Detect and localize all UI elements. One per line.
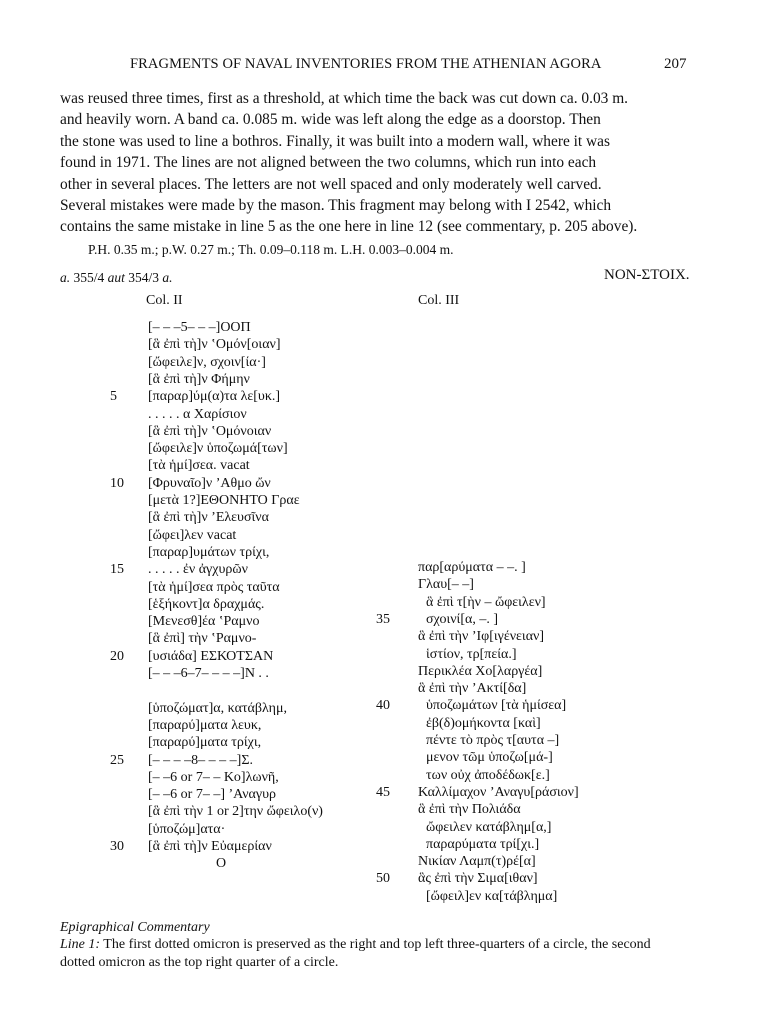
col-ii-line: [– – –5– – –]ΟΟΠ [148, 320, 251, 335]
col-iii-line: ἃ ἐπὶ τὴν ʼΙφ[ιγένειαν] [418, 629, 545, 645]
intro-line: was reused three times, first as a threshold, at which time the back was cut down ca. 0.03 m. [60, 90, 629, 107]
col-iii-line: Περικλέα Χο[λαργέα] [418, 663, 543, 679]
col-iii-line-number: 45 [376, 784, 390, 800]
col-iii-heading: Col. III [418, 293, 460, 308]
col-ii-line: [– – –6–7– – – –]Ν . . [148, 666, 269, 681]
col-iii-line: Γλαυ[– –] [418, 577, 474, 593]
col-ii-line: [ἃ ἐπὶ τὴν 1 or 2]την ὤφειλο(ν) [148, 804, 323, 820]
col-ii-line: [ὤφειλε]ν ὑποζωμά[των] [148, 441, 288, 457]
col-iii-line: ὑποζωμάτων [τὰ ἡμίσεα] [426, 698, 567, 714]
col-ii-line: Ο [216, 856, 227, 872]
col-iii-line: [ὤφειλ]εν κα[τάβλημα] [426, 888, 558, 904]
dimensions-line: P.H. 0.35 m.; p.W. 0.27 m.; Th. 0.09–0.118 m. L.H. 0.003–0.004 m. [88, 242, 454, 257]
epigraphical-commentary-body [60, 936, 710, 972]
col-iii-line: ἃ ἐπὶ τ[ὴν – ὤφειλεν] [426, 594, 546, 610]
intro-line: the stone was used to line a bothros. Finally, it was built into a modern wall, where it was [60, 132, 610, 150]
col-ii-line-number: 20 [110, 648, 124, 664]
col-iii-line: ἐβ(δ)ομήκοντα [καὶ] [426, 715, 541, 731]
intro-line: contains the same mistake in line 5 as the one here in line 12 (see commentary, p. 205 above). [60, 218, 638, 236]
col-ii-line: [– –6 or 7– –] ʼΑναγυρ [148, 787, 276, 803]
col-ii-line: [τὰ ἡμί]σεα πρὸς ταῦτα [148, 579, 280, 595]
col-ii-line: [– –6 or 7– – Κο]λωνῆ, [148, 769, 279, 785]
intro-paragraph [60, 88, 700, 238]
col-ii-line: [μετὰ 1?]ΕΘΟΝΗΤΟ Γραε [148, 493, 300, 508]
col-ii-line: [ἃ ἐπὶ τὴ]ν Φήμην [148, 371, 250, 387]
col-iii-line: σχοινί[α, –. ] [426, 611, 498, 627]
commentary-text: The first dotted omicron is preserved as the right and top left three-quarters of a circle, the second [100, 937, 651, 952]
col-ii-line: [ἃ ἐπὶ τὴ]ν ʼΕλευσῖνα [148, 510, 269, 526]
col-ii-line: [παραρ]υμάτων τρίχι, [148, 544, 270, 560]
running-header: FRAGMENTS OF NAVAL INVENTORIES FROM THE ATHENIAN AGORA [130, 56, 602, 72]
col-iii-line: ἱστίον, τρ[πεία.] [426, 646, 517, 662]
intro-line: found in 1971. The lines are not aligned between the two columns, which run into each [60, 154, 597, 172]
col-iii-line: ἃ ἐπὶ τὴν ʼΑκτί[δα] [418, 681, 527, 697]
col-ii-line-number: 15 [110, 562, 124, 578]
col-iii-line: Καλλίμαχον ʼΑναγυ[ράσιον] [418, 784, 579, 800]
intro-line: other in several places. The letters are not well spaced and only moderately well carved. [60, 175, 602, 193]
date-range: 355/4 [70, 270, 108, 285]
col-iii-line: πέντε τὸ πρὸς τ[αυτα –] [426, 733, 560, 748]
commentary-line-2: dotted omicron as the top right quarter of a circle. [60, 955, 339, 970]
intro-line: and heavily worn. A band ca. 0.085 m. wide was left along the edge as a doorstop. Then [60, 111, 601, 129]
non-stoichedon-label: NON-ΣΤΟΙΧ. [604, 267, 690, 283]
col-ii-line: [ἑξήκοντ]α δραχμάς. [148, 596, 265, 612]
col-ii-line: [ὤφει]λεν vacat [148, 527, 237, 543]
col-ii-line: . . . . . ἐν ἀγχυρῶν [148, 562, 248, 578]
line-label: Line 1: [60, 937, 101, 952]
col-ii-line: [– – – –8– – – –]Σ. [148, 752, 253, 768]
date-aut: aut [107, 270, 125, 285]
col-ii-line: [Φρυναῖο]ν ʼΑθμο ὤν [148, 475, 271, 491]
date-a: a. [60, 270, 71, 285]
col-iii-line: ἃ ἐπὶ τὴν Πολιάδα [418, 802, 521, 818]
col-iii-line: μενον τῶμ ὑποζω[μά-] [426, 750, 553, 766]
col-iii-line: των οὐχ ἀποδέδωκ[ε.] [426, 767, 550, 783]
col-ii-line: [παραρύ]ματα λευκ, [148, 717, 262, 733]
col-iii-line: παραρύματα τρί[χι.] [426, 836, 540, 852]
col-ii-heading: Col. II [146, 293, 183, 308]
commentary-line-1 [60, 936, 710, 954]
col-iii-line-number: 40 [376, 698, 390, 714]
col-ii-line: [ὤφειλε]ν, σχοιν[ία·] [148, 354, 266, 370]
col-iii-line-number: 50 [376, 871, 390, 887]
col-ii-line: [ἃ ἐπὶ τὴ]ν Εὐαμερίαν [148, 839, 272, 854]
col-ii-line: [παραρ]ύμ(α)τα λε[υκ.] [148, 389, 281, 405]
col-ii-line: [ὑποζώματ]α, κατάβλημ, [148, 700, 287, 716]
col-ii-line-number: 10 [110, 475, 124, 491]
col-ii-line: [παραρύ]ματα τρίχι, [148, 735, 262, 751]
col-iii-line: ὤφειλεν κατάβλημ[α,] [426, 819, 552, 835]
date-a-2: a. [162, 270, 173, 285]
col-ii-line: . . . . . α Χαρίσιον [148, 406, 247, 422]
col-iii-line-number: 35 [376, 611, 390, 627]
intro-line: Several mistakes were made by the mason. This fragment may belong with I 2542, which [60, 197, 612, 215]
col-iii-line: παρ[αρύματα – –. ] [418, 560, 526, 575]
col-ii-line: [ὑποζώμ]ατα· [148, 821, 226, 837]
epigraphical-commentary-title: Epigraphical Commentary [60, 920, 210, 935]
date-range-2: 354/3 [124, 270, 163, 285]
col-ii-line-number: 25 [110, 752, 124, 768]
col-ii-line: [ἃ ἐπὶ τὴ]ν ʽΟμόνοιαν [148, 423, 272, 439]
col-iii-line: Νικίαν Λαμπ(τ)ρέ[α] [418, 854, 536, 870]
page-number: 207 [664, 56, 687, 72]
col-ii-line: [ἃ ἐπὶ τὴ]ν ʽΟμόν[οιαν] [148, 337, 281, 353]
col-ii-line-number: 5 [110, 389, 117, 405]
col-ii-line-number: 30 [110, 839, 124, 854]
col-ii-line: [ἃ ἐπὶ] τὴν ʽΡαμνο- [148, 631, 257, 647]
col-ii-line: [υσιάδα] ΕΣΚΟΤΣΑΝ [148, 648, 274, 664]
col-ii-line: [Μενεσθ]έα ʽΡαμνο [148, 614, 260, 630]
col-iii-line: ἃς ἐπὶ τὴν Σιμα[ιθαν] [418, 871, 538, 887]
col-ii-line: [τὰ ἡμί]σεα. vacat [148, 458, 250, 474]
date-line [60, 270, 173, 286]
